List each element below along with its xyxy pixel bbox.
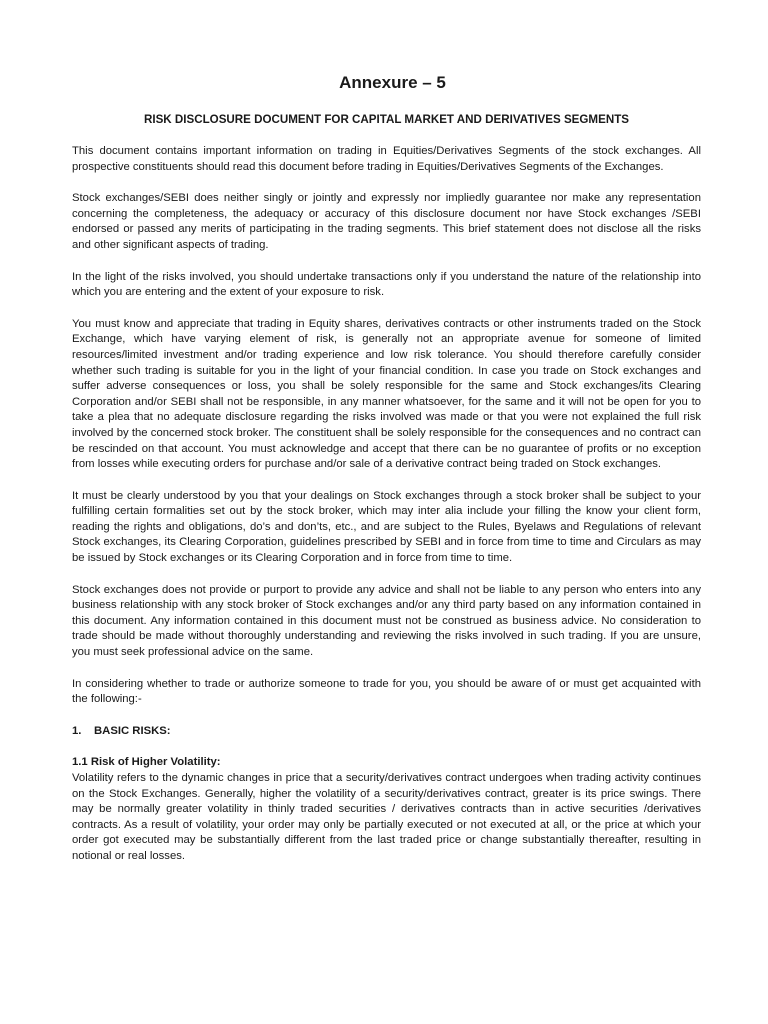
document-subtitle: RISK DISCLOSURE DOCUMENT FOR CAPITAL MARKET AND DERIVATIVES SEGMENTS [143, 113, 630, 126]
paragraph-risk-understanding: In the light of the risks involved, you should undertake transactions only if you understand the nature of the relationship into which you are entering and the extent of your exposure to risk. [72, 270, 701, 299]
paragraph-considering: In considering whether to trade or authorize someone to trade for you, you should be aware of or must get acquainted with the following:- [72, 677, 701, 706]
page-title: Annexure – 5 [339, 73, 446, 92]
paragraph-intro: This document contains important information on trading in Equities/Derivatives Segments of the stock exchanges. All prospective constituents should read this document before trading in Equities/Derivatives Segments of the Exchanges. [72, 145, 701, 173]
paragraph-volatility: Volatility refers to the dynamic changes in price that a security/derivatives contract undergoes when trading activity continues on the Stock Exchanges. Generally, higher the volatility of a security/derivatives contract, greater is its price swings. There may be normally greater volatility in thinly traded securities / derivatives contracts than in active securities /derivatives contracts. As a result of volatility, your order may only be partially executed or not executed at all, or the price at which your order got executed may be substantially different from the last traded price or change substantially thereafter, resulting in notional or real losses. [72, 772, 701, 862]
document-page [72, 73, 701, 881]
section-number: 1. [72, 724, 82, 737]
paragraph-no-advice: Stock exchanges does not provide or purport to provide any advice and shall not be liable to any person who enters into any business relationship with any stock broker of Stock exchanges and/or any third party based on any information contained in this document. Any information contained in this document must not be construed as business advice. No consideration to trade should be made without thoroughly understanding and reviewing the risks involved in such trading. If you are unsure, you must seek professional advice on the same. [72, 583, 701, 659]
subsection-heading-volatility: 1.1 Risk of Higher Volatility: [72, 756, 221, 769]
paragraph-risk-appreciation: You must know and appreciate that trading in Equity shares, derivatives contracts or other instruments traded on the Stock Exchange, which have varying element of risk, is generally not an appropriate avenue for someone of limited resources/limited investment and/or trading experience and low risk tolerance. You should therefore carefully consider whether such trading is suitable for you in the light of your financial condition. In case you trade on Stock exchanges and suffer adverse consequences or loss, you shall be solely responsible for the same and Stock exchanges/its Clearing Corporation and/or SEBI shall not be responsible, in any manner whatsoever, for the same and it will not be open for you to take a plea that no adequate disclosure regarding the risks involved was made or that you were not explained the full risk involved by the concerned stock broker. The constituent shall be solely responsible for the consequences and no contract can be rescinded on that account. You must acknowledge and accept that there can be no guarantee of profits or no exception from losses while executing orders for purchase and/or sale of a derivative contract being traded on Stock exchanges. [72, 317, 701, 471]
section-title: BASIC RISKS: [94, 724, 171, 737]
paragraph-dealings: It must be clearly understood by you that your dealings on Stock exchanges through a stock broker shall be subject to your fulfilling certain formalities set out by the stock broker, which may inter alia include your filling the know your client form, reading the rights and obligations, do’s and don’ts, etc., and are subject to the Rules, Byelaws and Regulations of relevant Stock exchanges, its Clearing Corporation, guidelines prescribed by SEBI and in force from time to time and Circulars as may be issued by Stock exchanges or its Clearing Corporation and in force from time to time. [72, 489, 701, 565]
paragraph-disclaimer: Stock exchanges/SEBI does neither singly or jointly and expressly nor impliedly guarantee nor make any representation concerning the completeness, the adequacy or accuracy of this disclosure document nor have Stock exchanges /SEBI endorsed or passed any merits of participating in the trading segments. This brief statement does not disclose all the risks and other significant aspects of trading. [72, 192, 701, 251]
section-heading-basic-risks [72, 724, 701, 740]
